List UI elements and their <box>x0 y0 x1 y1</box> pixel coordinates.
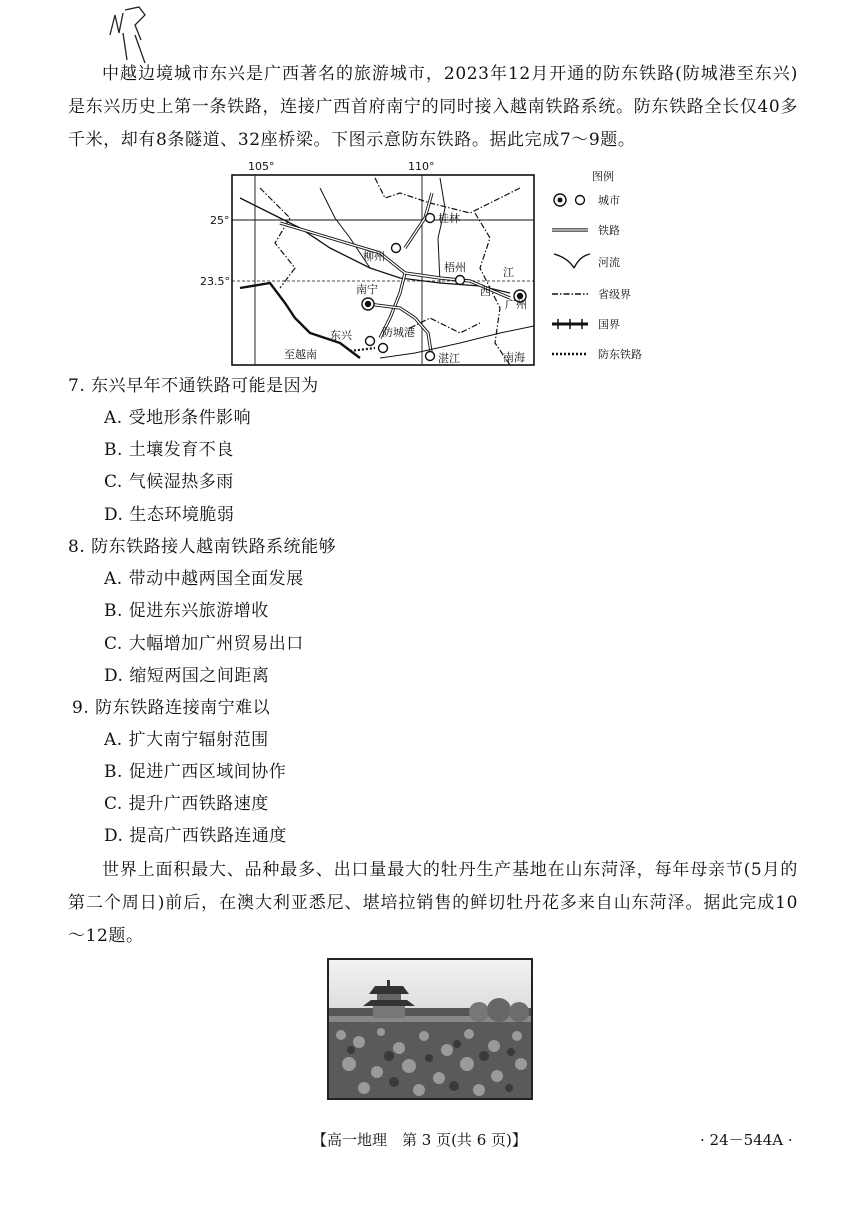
legend-provincial-border: 省级界 <box>598 288 631 301</box>
q9-option-c: C. 提升广西铁路速度 <box>104 794 269 814</box>
q8-option-d: D. 缩短两国之间距离 <box>104 666 270 686</box>
city-label-dongxing: 东兴 <box>330 329 352 342</box>
map-svg <box>200 158 670 373</box>
q7-option-a: A. 受地形条件影响 <box>104 408 252 428</box>
city-label-liuzhou: 柳州 <box>363 250 385 263</box>
place-label-to-vietnam: 至越南 <box>284 348 317 361</box>
page-footer-center: 【高一地理 第 3 页(共 6 页)】 <box>312 1131 527 1149</box>
q8-option-b: B. 促进东兴旅游增收 <box>104 601 269 621</box>
peony-photo-drawing <box>329 960 531 1098</box>
legend-national-border: 国界 <box>598 318 620 331</box>
q7-option-c: C. 气候湿热多雨 <box>104 472 234 492</box>
lon-label-110: 110° <box>408 160 435 173</box>
peony-garden-photo <box>327 958 533 1100</box>
legend-railway: 铁路 <box>598 224 620 237</box>
city-label-fangchenggang: 防城港 <box>382 326 415 339</box>
q9-option-a: A. 扩大南宁辐射范围 <box>104 730 269 750</box>
lat-label-23-5: 23.5° <box>200 275 230 288</box>
page-footer-code: · 24－544A · <box>700 1131 793 1149</box>
question-9-stem: 9. 防东铁路连接南宁难以 <box>72 698 271 718</box>
q7-option-d: D. 生态环境脆弱 <box>104 505 235 525</box>
city-label-guangzhou: 广州 <box>505 298 527 311</box>
question-7-stem: 7. 东兴早年不通铁路可能是因为 <box>68 376 319 396</box>
legend-city: 城市 <box>598 194 620 207</box>
map-legend <box>552 169 642 361</box>
legend-title: 图例 <box>592 170 614 183</box>
fangdong-railway-map <box>200 158 670 373</box>
q9-option-b: B. 促进广西区域间协作 <box>104 762 287 782</box>
place-label-jiang: 江 <box>503 266 514 279</box>
lat-label-25: 25° <box>210 214 230 227</box>
city-label-zhanjiang: 湛江 <box>438 352 460 365</box>
q8-option-a: A. 带动中越两国全面发展 <box>104 569 304 589</box>
city-label-nanning: 南宁 <box>356 283 378 296</box>
handwritten-scribble <box>105 5 155 65</box>
legend-river: 河流 <box>598 256 620 269</box>
intro-paragraph-1: 中越边境城市东兴是广西著名的旅游城市，2023年12月开通的防东铁路(防城港至东兴)是东兴历史上第一条铁路，连接广西首府南宁的同时接入越南铁路系统。防东铁路全长仅40多千米，却有8条隧道、32座桥梁。下图示意防东铁路。据此完成7～9题。 <box>68 64 798 150</box>
place-label-nanhai: 南海 <box>503 351 525 364</box>
question-8-stem: 8. 防东铁路接人越南铁路系统能够 <box>68 537 337 557</box>
legend-fangdong-railway: 防东铁路 <box>598 348 642 361</box>
intro-paragraph-2: 世界上面积最大、品种最多、出口量最大的牡丹生产基地在山东菏泽，每年母亲节(5月的第二个周日)前后，在澳大利亚悉尼、堪培拉销售的鲜切牡丹花多来自山东菏泽。据此完成10～12题。 <box>68 860 798 946</box>
lon-label-105: 105° <box>248 160 275 173</box>
city-label-guilin: 桂林 <box>438 212 460 225</box>
city-label-wuzhou: 梧州 <box>444 261 466 274</box>
place-label-xi: 西 <box>480 285 491 298</box>
q9-option-d: D. 提高广西铁路连通度 <box>104 826 287 846</box>
q8-option-c: C. 大幅增加广州贸易出口 <box>104 634 304 654</box>
q7-option-b: B. 土壤发育不良 <box>104 440 234 460</box>
